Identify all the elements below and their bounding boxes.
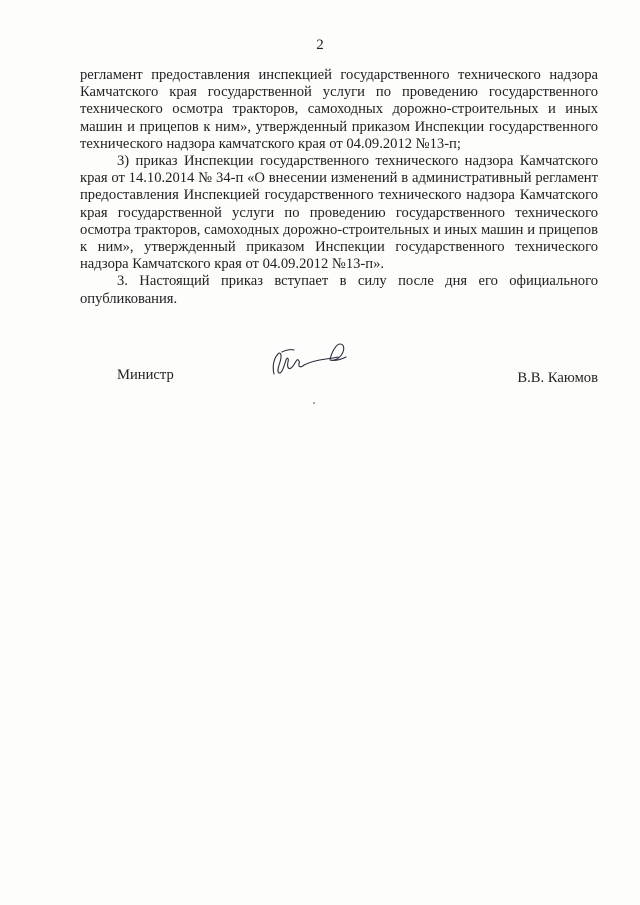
paragraph-item-3: 3) приказ Инспекции государственного технического надзора Камчатского края от 14.10.2014 № 34-п «О внесении изменений в административный регламент предоставления Инспекцией государственного технического надзора Камчатского края государственной услуги по проведению государственного технического осмотра тракторов, самоходных дорожно-строительных и иных машин и прицепов к ним», утвержденный приказом Инспекции государственного технического надзора Камчатского края от 04.09.2012 №13-п».	[80, 153, 598, 273]
scan-speck	[313, 402, 315, 404]
document-body	[80, 67, 598, 308]
page-number: 2	[316, 37, 324, 53]
signer-position: Министр	[117, 367, 174, 383]
paragraph-continuation: регламент предоставления инспекцией государственного технического надзора Камчатского края государственной услуги по проведению государственного технического осмотра тракторов, самоходных дорожно-строительных и иных машин и прицепов к ним», утвержденный приказом Инспекции государственного технического надзора камчатского края от 04.09.2012 №13-п;	[80, 67, 598, 152]
signer-name: В.В. Каюмов	[517, 370, 598, 386]
signature-block	[80, 366, 598, 390]
paragraph-effective-date: 3. Настоящий приказ вступает в силу после дня его официального опубликования.	[80, 273, 598, 307]
